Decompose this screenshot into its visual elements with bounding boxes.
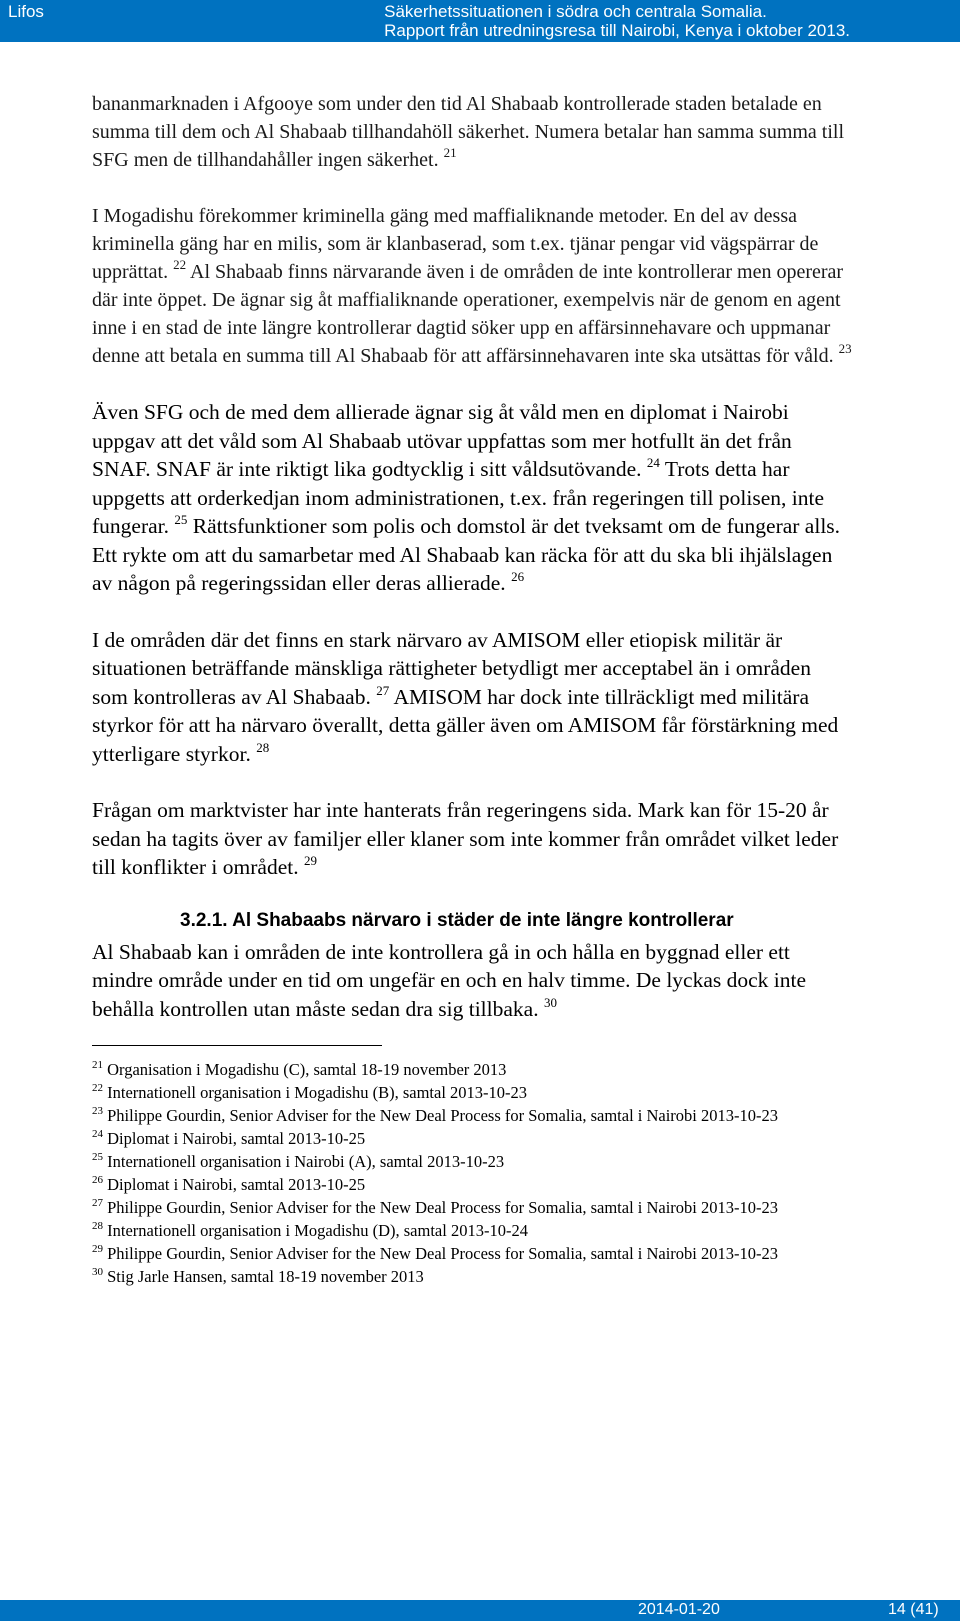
footnote-text: Internationell organisation i Mogadishu (D), samtal 2013-10-24: [107, 1221, 528, 1240]
page-footer: [0, 1600, 960, 1621]
paragraph-text: Även SFG och de med dem allierade ägnar sig åt våld men en diplomat i Nairobi uppgav att det våld som Al Shabaab utövar uppfattas som mer hotfullt än det från SNAF. SNAF är inte riktigt lika godtycklig i sitt våldsutövande.: [92, 400, 792, 481]
footnote: [92, 1127, 852, 1150]
footnote: [92, 1219, 852, 1242]
header-title-line1: Säkerhetssituationen i södra och centrala Somalia.: [384, 2, 767, 21]
paragraph-text: Trots detta har uppgetts att orderkedjan inom administrationen, t.ex. från regeringen till polisen, inte fungerar.: [92, 457, 824, 538]
footnote-ref: 26: [511, 569, 525, 584]
document-body: [92, 90, 852, 1288]
header-title-line2: Rapport från utredningsresa till Nairobi, Kenya i oktober 2013.: [384, 21, 850, 40]
footnote-number: 29: [92, 1243, 103, 1255]
paragraph-text: Al Shabaab kan i områden de inte kontrollera gå in och hålla en byggnad eller ett mindre område under en tid om ungefär en och en halv timme. De lyckas dock inte behålla kontrollen utan måste sedan dra sig tillbaka.: [92, 939, 807, 1021]
footnote-separator: [92, 1045, 382, 1046]
footnote-number: 27: [92, 1197, 103, 1209]
footnote-ref: 24: [646, 455, 660, 470]
paragraph: [92, 626, 852, 769]
footnote-number: 21: [92, 1059, 103, 1071]
footnote-ref: 25: [174, 512, 188, 527]
paragraph: [92, 938, 852, 1024]
footnote: [92, 1150, 852, 1173]
paragraph: [92, 202, 852, 370]
footnote-number: 26: [92, 1174, 103, 1186]
paragraph-text: I Mogadishu förekommer kriminella gäng med maffialiknande metoder. En del av dessa kriminella gäng har en milis, som är klanbaserad, som t.ex. tjänar pengar vid vägspärrar de upprättat.: [92, 205, 819, 283]
footnote-text: Diplomat i Nairobi, samtal 2013-10-25: [107, 1129, 366, 1148]
footnotes: [92, 1058, 852, 1288]
paragraph: [92, 796, 852, 882]
footnote-ref: 29: [303, 853, 317, 868]
footnote-ref: 21: [443, 145, 457, 160]
footnote: [92, 1081, 852, 1104]
footnote-text: Stig Jarle Hansen, samtal 18-19 november 2013: [107, 1267, 424, 1286]
footnote-ref: 22: [173, 257, 187, 272]
footnote: [92, 1104, 852, 1127]
section-heading: 3.2.1. Al Shabaabs närvaro i städer de inte längre kontrollerar: [180, 909, 734, 931]
page-header: [0, 0, 960, 42]
footnote-number: 25: [92, 1151, 103, 1163]
footnote-number: 24: [92, 1128, 103, 1140]
footnote-ref: 27: [376, 682, 390, 698]
footer-date: 2014-01-20: [638, 1601, 720, 1618]
paragraph-text: AMISOM har dock inte tillräckligt med militära styrkor för att ha närvaro överallt, detta gäller även om AMISOM får förstärkning med ytterligare styrkor.: [92, 684, 839, 766]
footnote-ref: 28: [256, 739, 270, 755]
footnote: [92, 1242, 852, 1265]
footnote: [92, 1058, 852, 1081]
footnote: [92, 1173, 852, 1196]
paragraph-text: bananmarknaden i Afgooye som under den tid Al Shabaab kontrollerade staden betalade en summa till dem och Al Shabaab tillhandahöll säkerhet. Numera betalar han samma summa till SFG men de tillhandahåller ingen säkerhet.: [92, 93, 845, 171]
footnote-text: Organisation i Mogadishu (C), samtal 18-19 november 2013: [107, 1060, 507, 1079]
footer-page-number: 14 (41): [888, 1601, 939, 1618]
footnote-text: Philippe Gourdin, Senior Adviser for the New Deal Process for Somalia, samtal i Nairobi 2013-10-23: [107, 1244, 779, 1263]
footnote-ref: 30: [543, 994, 557, 1010]
paragraph: [92, 90, 852, 174]
paragraph-text: I de områden där det finns en stark närvaro av AMISOM eller etiopisk militär är situationen beträffande mänskliga rättigheter betydligt mer acceptabel än i områden som kontrolleras av Al Shabaab.: [92, 627, 811, 709]
paragraph-text: Al Shabaab finns närvarande även i de områden de inte kontrollerar men opererar där inte öppet. De ägnar sig åt maffialiknande operationer, exempelvis när de genom en agent inne i en stad de inte längre kontrollerar dagtid söker upp en affärsinnehavare och uppmanar denne att betala en summa till Al Shabaab för att affärsinnehavaren inte ska utsättas för våld.: [92, 261, 844, 367]
footnote-number: 22: [92, 1082, 103, 1094]
header-org: Lifos: [8, 2, 44, 21]
footnote-text: Internationell organisation i Nairobi (A), samtal 2013-10-23: [107, 1152, 505, 1171]
footnote: [92, 1196, 852, 1219]
paragraph-text: Frågan om marktvister har inte hanterats från regeringens sida. Mark kan för 15-20 år sedan ha tagits över av familjer eller klaner som inte kommer från området vilket leder till konflikter i området.: [92, 798, 839, 879]
footnote-number: 23: [92, 1105, 103, 1117]
footnote-text: Internationell organisation i Mogadishu (B), samtal 2013-10-23: [107, 1083, 528, 1102]
footnote-text: Philippe Gourdin, Senior Adviser for the New Deal Process for Somalia, samtal i Nairobi 2013-10-23: [107, 1106, 779, 1125]
footnote-text: Philippe Gourdin, Senior Adviser for the New Deal Process for Somalia, samtal i Nairobi 2013-10-23: [107, 1198, 779, 1217]
footnote: [92, 1265, 852, 1288]
footnote-text: Diplomat i Nairobi, samtal 2013-10-25: [107, 1175, 366, 1194]
footnote-number: 30: [92, 1266, 103, 1278]
footnote-ref: 23: [838, 341, 852, 356]
paragraph: [92, 398, 852, 598]
paragraph-text: Rättsfunktioner som polis och domstol är det tveksamt om de fungerar alls. Ett rykte om att du samarbetar med Al Shabaab kan räcka för att du ska bli ihjälslagen av någon på regeringssidan eller deras allierade.: [92, 514, 841, 595]
footnote-number: 28: [92, 1220, 103, 1232]
header-title: [384, 2, 850, 40]
